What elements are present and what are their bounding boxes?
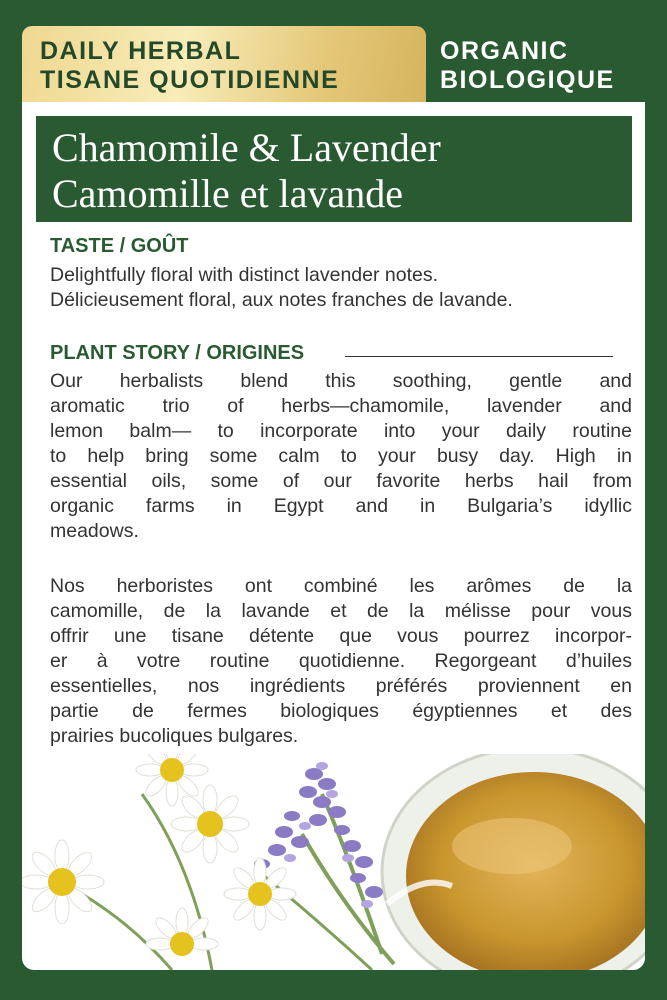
story-en-line: meadows. [50, 520, 139, 542]
story-en-line: organic farms in Egypt and in Bulgaria’s idyllic [50, 495, 632, 517]
story-en-line: to help bring some calm to your busy day. High in [50, 445, 632, 467]
plant-story-heading: PLANT STORY / ORIGINES [50, 342, 305, 364]
organic-label-en: ORGANIC [440, 37, 569, 65]
heading-rule [345, 356, 613, 357]
daily-herbal-banner [22, 26, 426, 102]
story-fr-line: prairies bucoliques bulgares. [50, 725, 299, 747]
story-fr-line: Nos herboristes ont combiné les arômes de la [50, 575, 632, 597]
story-en-line: essential oils, some of our favorite herbs hail from [50, 470, 632, 492]
herbal-illustration [22, 754, 645, 970]
product-title-fr: Camomille et lavande [52, 171, 403, 216]
story-en-line: Our herbalists blend this soothing, gentle and [50, 370, 632, 392]
product-title-en: Chamomile & Lavender [52, 125, 441, 170]
taste-line-en: Delightfully floral with distinct lavender notes. [50, 264, 439, 286]
product-title-box [36, 116, 632, 222]
lavender-icon [254, 762, 394, 970]
taste-line-fr: Délicieusement floral, aux notes franches de lavande. [50, 289, 513, 311]
story-fr-line: offrir une tisane détente que vous pourrez incorpor- [50, 625, 632, 647]
story-en-line: lemon balm— to incorporate into your daily routine [50, 420, 632, 442]
taste-heading: TASTE / GOÛT [50, 235, 189, 257]
tea-cup-icon [382, 754, 645, 970]
banner-line-en: DAILY HERBAL [40, 37, 242, 65]
story-fr-line: essentielles, nos ingrédients préférés proviennent en [50, 675, 632, 697]
organic-label-fr: BIOLOGIQUE [440, 66, 615, 94]
story-en-line: aromatic trio of herbs—chamomile, lavender and [50, 395, 632, 417]
story-fr-line: er à votre routine quotidienne. Regorgeant d’huiles [50, 650, 632, 672]
story-fr-line: camomille, de la lavande et de la mélisse pour vous [50, 600, 632, 622]
story-fr-line: partie de fermes biologiques égyptiennes et des [50, 700, 632, 722]
banner-line-fr: TISANE QUOTIDIENNE [40, 66, 340, 94]
content-panel [22, 102, 645, 970]
